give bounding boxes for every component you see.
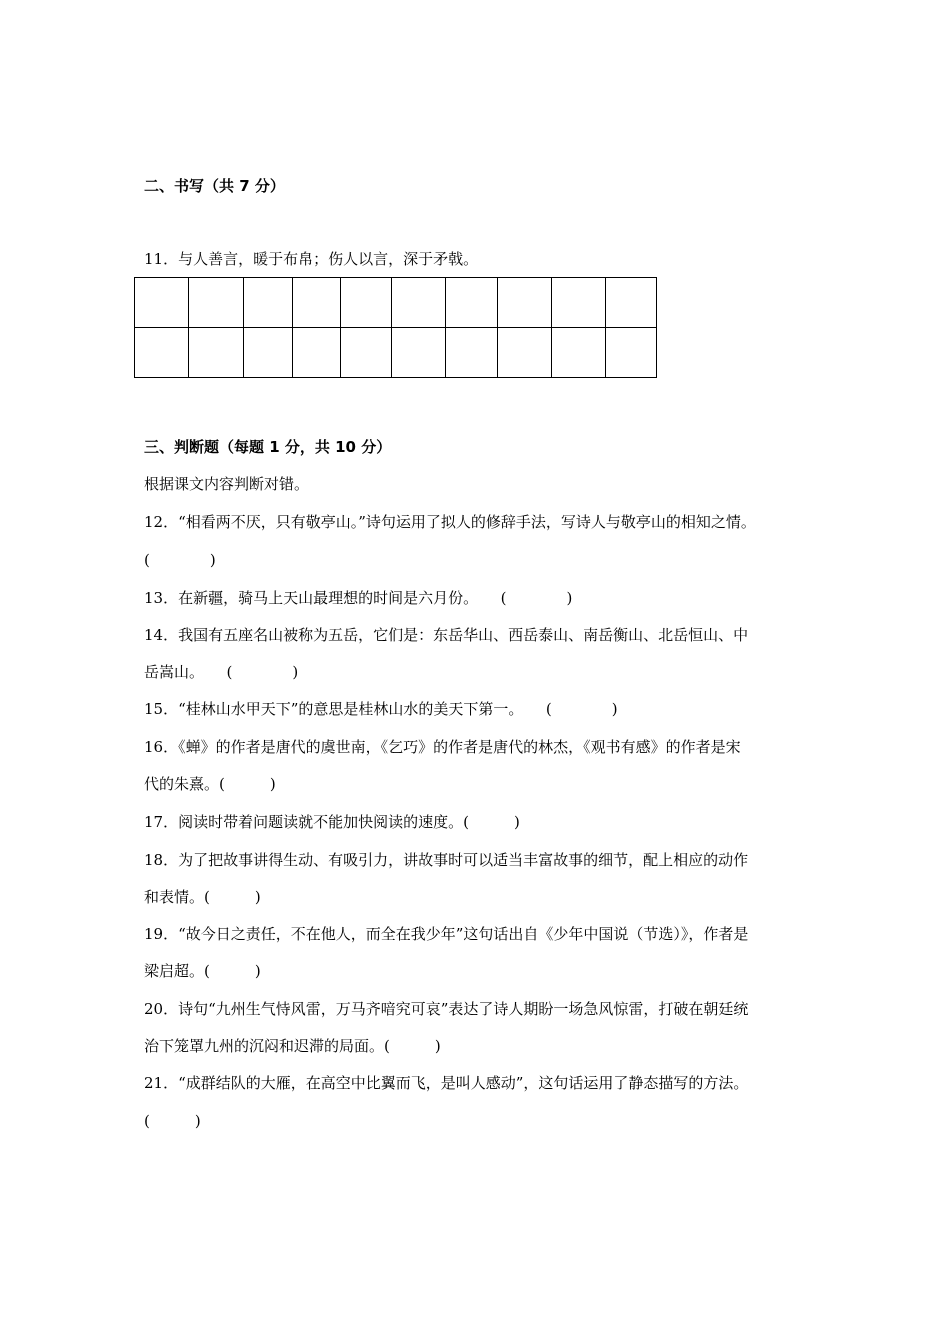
writing-cell[interactable] (446, 278, 498, 328)
question-17: 17．阅读时带着问题读就不能加快阅读的速度。( ) (144, 813, 520, 831)
writing-cell[interactable] (135, 328, 189, 378)
question-20-line-2: 治下笼罩九州的沉闷和迟滞的局面。( ) (144, 1037, 441, 1055)
writing-cell[interactable] (606, 328, 657, 378)
writing-cell[interactable] (446, 328, 498, 378)
question-18-line-1: 18．为了把故事讲得生动、有吸引力，讲故事时可以适当丰富故事的细节，配上相应的动作 (144, 851, 749, 869)
writing-cell[interactable] (189, 278, 244, 328)
writing-cell[interactable] (135, 278, 189, 328)
question-21-answer[interactable]: ( ) (144, 1112, 201, 1130)
writing-cell[interactable] (341, 328, 392, 378)
writing-cell[interactable] (293, 278, 341, 328)
writing-cell[interactable] (552, 278, 606, 328)
writing-cell[interactable] (392, 328, 446, 378)
writing-grid (134, 277, 657, 378)
question-20-line-1: 20．诗句“九州生气恃风雷，万马齐喑究可哀”表达了诗人期盼一场急风惊雷，打破在朝廷统 (144, 1000, 749, 1018)
writing-cell[interactable] (498, 278, 552, 328)
section-3-instruction: 根据课文内容判断对错。 (144, 475, 310, 493)
question-11: 11．与人善言，暖于布帛；伤人以言，深于矛戟。 (144, 250, 479, 268)
question-18-line-2: 和表情。( ) (144, 888, 261, 906)
question-12-answer[interactable]: ( ) (144, 551, 216, 569)
section-3-heading: 三、判断题（每题 1 分，共 10 分） (144, 438, 392, 456)
writing-cell[interactable] (189, 328, 244, 378)
writing-cell[interactable] (341, 278, 392, 328)
writing-cell[interactable] (552, 328, 606, 378)
question-15: 15．“桂林山水甲天下”的意思是桂林山水的美天下第一。 ( ) (144, 700, 618, 718)
writing-cell[interactable] (606, 278, 657, 328)
question-21-line-1: 21．“成群结队的大雁，在高空中比翼而飞，是叫人感动”，这句话运用了静态描写的方法。 (144, 1074, 749, 1092)
writing-cell[interactable] (392, 278, 446, 328)
writing-cell[interactable] (244, 278, 293, 328)
writing-cell[interactable] (244, 328, 293, 378)
question-14-line-2: 岳嵩山。 ( ) (144, 663, 299, 681)
question-16-line-2: 代的朱熹。( ) (144, 775, 276, 793)
writing-cell[interactable] (498, 328, 552, 378)
question-19-line-2: 梁启超。( ) (144, 962, 261, 980)
question-14-line-1: 14．我国有五座名山被称为五岳，它们是：东岳华山、西岳泰山、南岳衡山、北岳恒山、中 (144, 626, 749, 644)
question-13: 13．在新疆，骑马上天山最理想的时间是六月份。 ( ) (144, 589, 573, 607)
question-19-line-1: 19．“故今日之责任，不在他人，而全在我少年”这句话出自《少年中国说（节选）》，作者是 (144, 925, 749, 943)
section-2-heading: 二、书写（共 7 分） (144, 177, 285, 195)
question-12-line-1: 12．“相看两不厌，只有敬亭山。”诗句运用了拟人的修辞手法，写诗人与敬亭山的相知之情。 (144, 513, 756, 531)
writing-grid-row (135, 328, 657, 378)
question-16-line-1: 16．《蝉》的作者是唐代的虞世南，《乞巧》的作者是唐代的林杰，《观书有感》的作者是宋 (144, 738, 741, 756)
writing-cell[interactable] (293, 328, 341, 378)
writing-grid-row (135, 278, 657, 328)
